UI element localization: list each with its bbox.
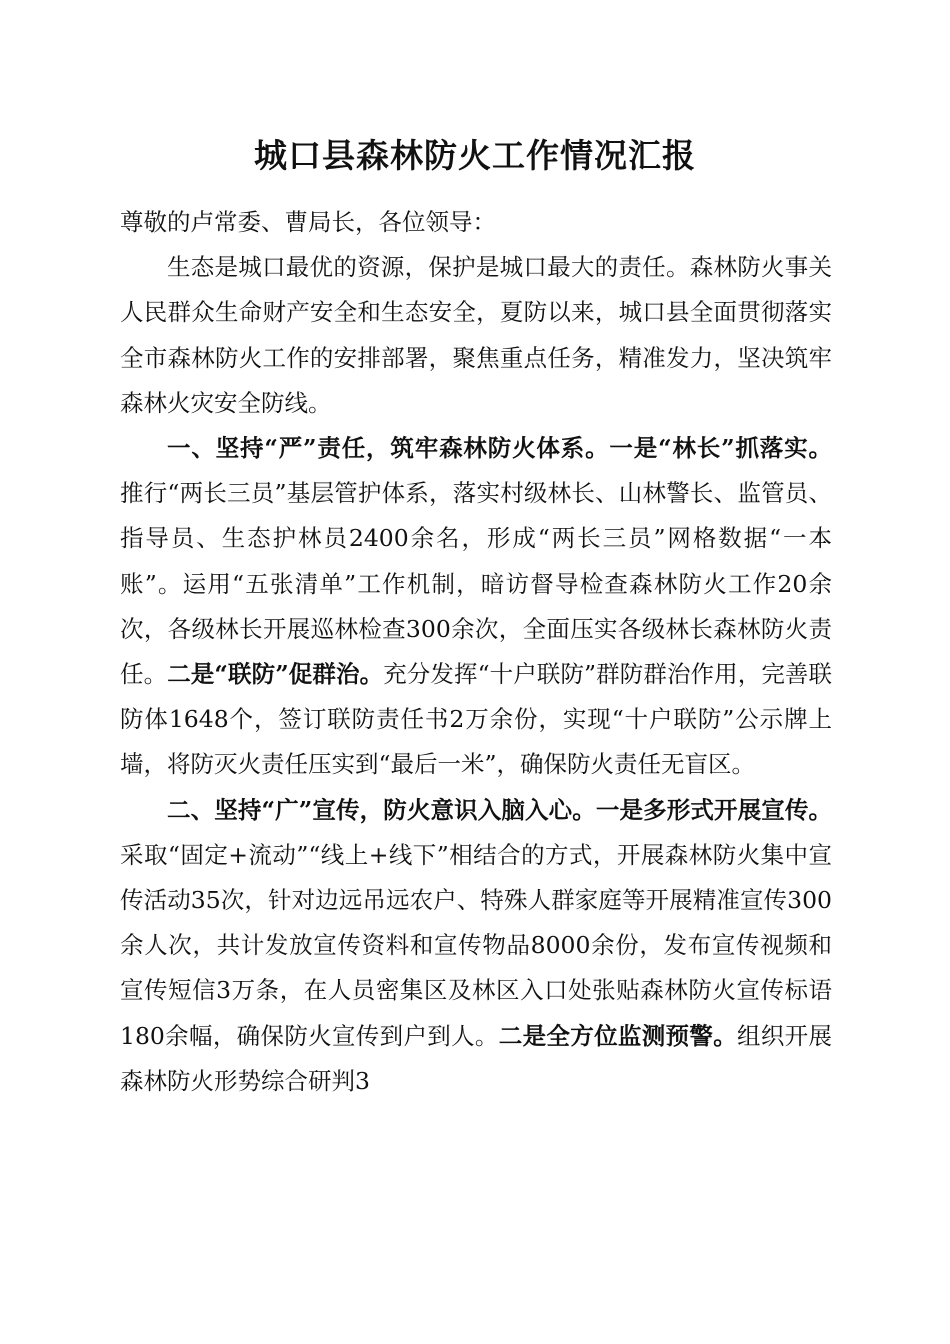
section-2-sub2-heading: 二是全方位监测预警。 (498, 1021, 738, 1050)
section-1-sub1-heading: 一是“林长”抓落实。 (609, 434, 832, 463)
document-body (120, 200, 832, 1104)
document-title: 城口县森林防火工作情况汇报 (254, 136, 696, 175)
section-1-heading: 一、坚持“严”责任，筑牢森林防火体系。 (167, 434, 610, 463)
salutation: 尊敬的卢常委、曹局长，各位领导： (120, 208, 496, 236)
section-2-sub1-heading: 一是多形式开展宣传。 (595, 795, 833, 824)
section-1-sub1-text: 推行“两长三员”基层管护体系，落实村级林长、山林警长、监管员、指导员、生态护林员2400余名，形成“两长三员”网格数据“一本账”。运用“五张清单”工作机制，暗访督导检查森林防火工作20余次，各级林长开展巡林检查300余次，全面压实各级林长森林防火责任。 (120, 479, 832, 689)
section-1-sub2-text: 充分发挥“十户联防”群防群治作用，完善联防体1648个，签订联防责任书2万余份，实现“十户联防”公示牌上墙，将防灭火责任压实到“最后一米”，确保防火责任无盲区。 (120, 660, 833, 779)
section-1-paragraph (120, 426, 832, 788)
section-2-sub1-text: 采取“固定+流动”“线上+线下”相结合的方式，开展森林防火集中宣传活动35次，针对边远吊远农户、特殊人群家庭等开展精准宣传300余人次，共计发放宣传资料和宣传物品8000余份，发布宣传视频和宣传短信3万条，在人员密集区及林区入口处张贴森林防火宣传标语180余幅，确保防火宣传到户到人。 (120, 840, 832, 1050)
section-1-sub2-heading: 二是“联防”促群治。 (167, 660, 384, 689)
section-2-heading: 二、坚持“广”宣传，防火意识入脑入心。 (167, 795, 596, 824)
section-2-paragraph (120, 788, 832, 1104)
intro-paragraph: 生态是城口最优的资源，保护是城口最大的责任。森林防火事关人民群众生命财产安全和生态安全，夏防以来，城口县全面贯彻落实全市森林防火工作的安排部署，聚焦重点任务，精准发力，坚决筑牢森林火灾安全防线。 (120, 253, 832, 417)
section-2-sub2-text: 组织开展森林防火形势综合研判3 (120, 1021, 833, 1095)
